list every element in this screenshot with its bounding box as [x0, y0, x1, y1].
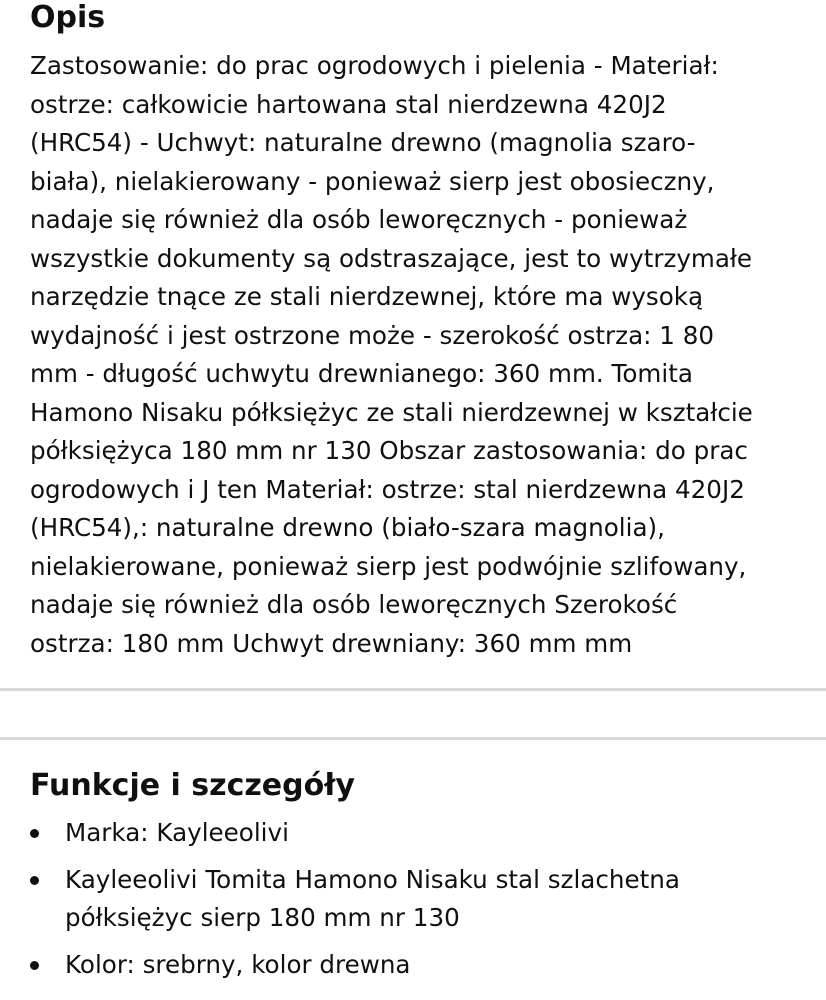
description-line: wszystkie dokumenty są odstraszające, jest to wytrzymałe	[30, 243, 753, 273]
section-divider	[0, 737, 826, 740]
description-line: Hamono Nisaku półksiężyc ze stali nierdzewnej w kształcie	[30, 397, 753, 427]
description-line: biała), nielakierowany - ponieważ sierp jest obosieczny,	[30, 166, 715, 196]
bullet-icon	[30, 829, 39, 838]
description-line: (HRC54) - Uchwyt: naturalne drewno (magnolia szaro-	[30, 128, 696, 157]
feature-line: Kolor: srebrny, kolor drewna	[65, 949, 411, 979]
bullet-icon	[30, 961, 39, 970]
feature-text	[65, 861, 826, 938]
description-line: (HRC54),: naturalne drewno (biało-szara magnolia),	[30, 513, 665, 542]
feature-line: półksiężyc sierp 180 mm nr 130	[65, 903, 460, 932]
bullet-icon	[30, 876, 39, 885]
description-title: Opis	[30, 0, 106, 35]
feature-line: Marka: Kayleeolivi	[65, 818, 289, 847]
features-title: Funkcje i szczegóły	[30, 768, 355, 803]
description-line: narzędzie tnące ze stali nierdzewnej, które ma wysoką	[30, 282, 704, 311]
description-line: półksiężyca 180 mm nr 130 Obszar zastosowania: do prac	[30, 436, 748, 465]
section-divider	[0, 688, 826, 691]
features-list	[0, 814, 826, 992]
description-line: ogrodowych i J ten Materiał: ostrze: stal nierdzewna 420J2	[30, 474, 745, 504]
description-text	[30, 47, 820, 663]
description-line: mm - długość uchwytu drewnianego: 360 mm. Tomita	[30, 359, 693, 388]
description-line: Zastosowanie: do prac ogrodowych i pielenia - Materiał:	[30, 51, 719, 80]
feature-item	[0, 814, 826, 853]
feature-item	[0, 946, 826, 985]
description-line: ostrze: całkowicie hartowana stal nierdzewna 420J2	[30, 89, 667, 119]
description-line: nadaje się również dla osób leworęcznych Szerokość	[30, 590, 678, 619]
feature-text	[65, 946, 826, 985]
feature-text	[65, 814, 826, 853]
description-line: wydajność i jest ostrzone może - szerokość ostrza: 1 80	[30, 320, 715, 350]
feature-item	[0, 861, 826, 938]
description-line: ostrza: 180 mm Uchwyt drewniany: 360 mm mm	[30, 628, 633, 658]
description-line: nielakierowane, ponieważ sierp jest podwójnie szlifowany,	[30, 551, 747, 581]
description-line: nadaje się również dla osób leworęcznych - ponieważ	[30, 205, 688, 234]
feature-line: Kayleeolivi Tomita Hamono Nisaku stal szlachetna	[65, 864, 680, 894]
